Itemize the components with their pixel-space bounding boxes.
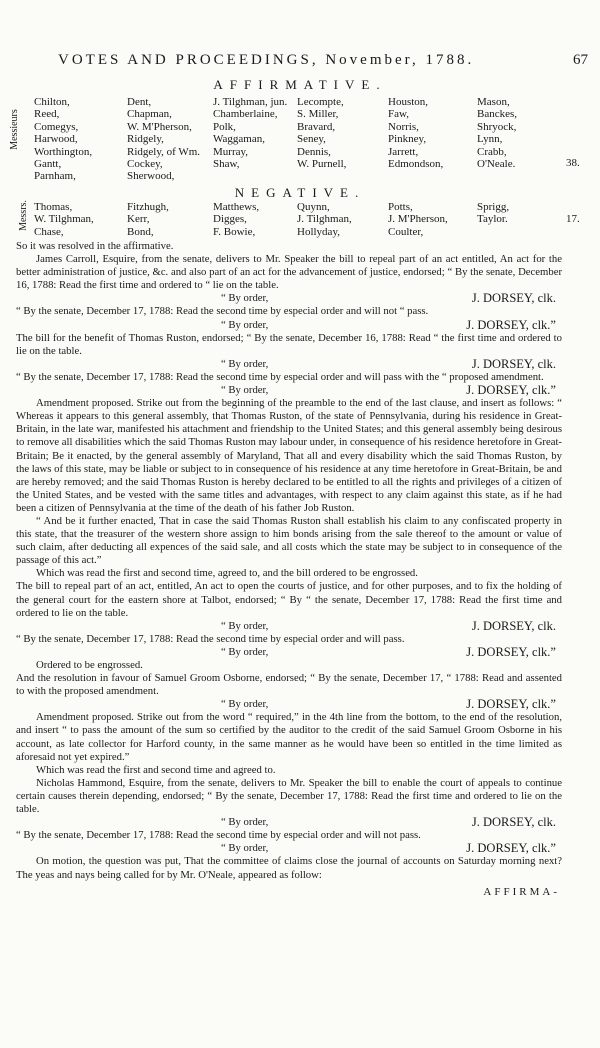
paragraph: Ordered to be engrossed.: [36, 659, 143, 671]
clerk-signature: J. DORSEY, clk.”: [466, 383, 556, 398]
paragraph: Which was read the first and second time and agreed to.: [36, 763, 276, 776]
by-order-text: “ By order,: [221, 318, 269, 331]
paragraph: Nicholas Hammond, Esquire, from the senate, delivers to Mr. Speaker the bill to enable the court of appeals to continue certain causes therein depending, endorsed; “ By the senate, December 17, 1788: Read the first time and ordered to lie on the table.: [16, 776, 562, 816]
member-name: Thomas,: [34, 201, 73, 213]
member-name: S. Miller,: [297, 108, 339, 121]
catchword: AFFIRMA-: [483, 885, 560, 898]
clerk-signature: J. DORSEY, clk.”: [466, 841, 556, 856]
member-name: Bravard,: [297, 120, 336, 133]
member-name: Chapman,: [127, 108, 172, 121]
member-name: Parnham,: [34, 170, 76, 183]
negative-names-list: [34, 201, 569, 238]
affirmative-side-label: Messieurs: [8, 109, 20, 150]
member-name: [213, 170, 297, 182]
paragraph: “ By the senate, December 17, 1788: Read the second time by especial order and will pass.: [16, 632, 405, 645]
member-name: Polk,: [213, 120, 236, 133]
by-order-text: “ By order,: [221, 357, 269, 370]
journal-body: [16, 240, 562, 899]
by-order-text: “ By order,: [221, 292, 269, 305]
member-name: Kerr,: [127, 213, 150, 226]
member-name: Cockey,: [127, 158, 163, 171]
member-name: Jarrett,: [388, 145, 419, 158]
paragraph: “ And be it further enacted, That in case the said Thomas Ruston shall establish his claim to any confiscated property in this state, that the treasurer of the western shore assign to him bonds arising from the sale thereof to the amount or value of such claim, after deducting all expences of the said sale, and all costs which the state may be subject to in consequence of the passage of this act.”: [16, 514, 562, 567]
negative-tally: 17.: [566, 213, 580, 225]
member-name: Banckes,: [477, 108, 518, 121]
paragraph: The bill for the benefit of Thomas Ruston, endorsed; “ By the senate, December 16, 1788: Read “ the first time and ordered to lie on the table.: [16, 331, 562, 357]
member-name: Taylor.: [477, 213, 508, 226]
member-name: Quynn,: [297, 201, 330, 213]
by-order-text: “ By order,: [221, 619, 269, 632]
paragraph: On motion, the question was put, That the committee of claims close the journal of accounts on Saturday morning next? The yeas and nays being called for by Mr. O'Neale, appeared as follow:: [16, 855, 562, 881]
clerk-signature: J. DORSEY, clk.: [471, 291, 556, 306]
clerk-signature: J. DORSEY, clk.”: [466, 644, 556, 659]
member-name: Chilton,: [34, 96, 70, 108]
member-name: Comegys,: [34, 120, 79, 133]
by-order-text: “ By order,: [221, 698, 269, 711]
member-name: Crabb,: [477, 145, 507, 158]
member-name: W. M'Pherson,: [127, 120, 192, 133]
member-name: J. Tilghman,: [297, 213, 352, 226]
member-name: Norris,: [388, 120, 419, 133]
member-name: [477, 226, 569, 238]
member-name: Shryock,: [477, 120, 517, 133]
order-signature-row: [16, 292, 562, 305]
member-name: Chamberlaine,: [213, 108, 278, 121]
clerk-signature: J. DORSEY, clk.”: [466, 317, 556, 332]
member-name: J. M'Pherson,: [388, 213, 448, 226]
member-name: Seney,: [297, 133, 326, 146]
member-name: Harwood,: [34, 133, 78, 146]
page-header: [0, 52, 600, 68]
member-name: Sherwood,: [127, 170, 175, 183]
order-signature-row: [16, 384, 562, 397]
member-name: J. Tilghman, jun.: [213, 96, 288, 108]
resolution-result: So it was resolved in the affirmative.: [16, 240, 174, 252]
order-signature-row: [16, 319, 562, 332]
member-name: Dent,: [127, 96, 152, 108]
running-head: VOTES AND PROCEEDINGS, November, 1788.: [58, 52, 475, 68]
order-signature-row: [16, 816, 562, 829]
member-name: Fitzhugh,: [127, 201, 169, 213]
affirmative-names-list: [34, 96, 569, 183]
member-name: W. Tilghman,: [34, 213, 94, 226]
member-name: Faw,: [388, 108, 409, 121]
member-name: Matthews,: [213, 201, 260, 213]
clerk-signature: J. DORSEY, clk.: [471, 356, 556, 371]
member-name: [388, 170, 477, 182]
order-signature-row: [16, 358, 562, 371]
by-order-text: “ By order,: [221, 384, 269, 397]
member-name: Ridgely,: [127, 133, 164, 146]
member-name: Shaw,: [213, 158, 240, 171]
order-signature-row: [16, 620, 562, 633]
order-signature-row: [16, 698, 562, 711]
member-name: Lynn,: [477, 133, 503, 146]
member-name: Chase,: [34, 225, 64, 238]
paragraph: “ By the senate, December 17, 1788: Read the second time by especial order and will not pass.: [16, 829, 421, 842]
negative-side-label: Messrs.: [17, 200, 29, 231]
member-name: [477, 170, 569, 182]
clerk-signature: J. DORSEY, clk.”: [466, 697, 556, 712]
member-name: Houston,: [388, 96, 429, 108]
member-name: Waggaman,: [213, 133, 265, 146]
member-name: Bond,: [127, 225, 154, 238]
by-order-text: “ By order,: [221, 842, 269, 855]
member-name: Hollyday,: [297, 225, 340, 238]
member-name: Mason,: [477, 96, 510, 108]
paragraph: James Carroll, Esquire, from the senate, delivers to Mr. Speaker the bill to repeal part of an act entitled, An act for the better administration of justice, &c. and also part of an act for the advancement of justice, endorsed; “ By the senate, December 16, 1788: Read the first time and ordered to “ lie on the table.: [16, 253, 562, 292]
affirmative-heading: AFFIRMATIVE.: [213, 77, 387, 92]
member-name: Digges,: [213, 213, 247, 226]
by-order-text: “ By order,: [221, 645, 269, 658]
member-name: [297, 170, 388, 182]
member-name: Worthington,: [34, 145, 93, 158]
member-name: F. Bowie,: [213, 225, 256, 238]
member-name: Lecompte,: [297, 96, 344, 108]
page-number: 67: [573, 52, 588, 68]
member-name: Sprigg,: [477, 201, 510, 213]
paragraph: The bill to repeal part of an act, entitled, An act to open the courts of justice, and for other purposes, and to fix the holding of the general court for the eastern shore at Talbot, endorsed; “ By “ the senate, December 17, 1788: Read the first time and ordered to lie on the table.: [16, 580, 562, 619]
paragraph: Amendment proposed. Strike out from the word “ required,” in the 4th line from the bottom, to the end of the resolution, and insert “ to pass the amount of the sum so certified by the auditor to the credit of the said Samuel Groom Osborne in his account, as late collector for Harford county, in the same manner as he would have been so entitled in the time limited as aforesaid not yet expired.”: [16, 711, 562, 763]
affirmative-tally: 38.: [566, 157, 580, 169]
negative-heading: NEGATIVE.: [234, 185, 366, 200]
member-name: Edmondson,: [388, 158, 444, 171]
order-signature-row: [16, 842, 562, 855]
member-name: O'Neale.: [477, 158, 516, 171]
member-name: Ridgely, of Wm.: [127, 145, 201, 158]
paragraph: “ By the senate, December 17, 1788: Read the second time by especial order and will pass with the “ proposed amendment.: [16, 370, 544, 383]
paragraph: Which was read the first and second time, agreed to, and the bill ordered to be engrossed.: [36, 567, 418, 580]
member-name: Reed,: [34, 108, 60, 121]
member-name: Gantt,: [34, 158, 62, 171]
paragraph: “ By the senate, December 17, 1788: Read the second time by especial order and will not “ pass.: [16, 305, 429, 318]
member-name: Coulter,: [388, 225, 424, 238]
clerk-signature: J. DORSEY, clk.: [471, 815, 556, 830]
paragraph: Amendment proposed. Strike out from the beginning of the preamble to the end of the last clause, and insert as follows: “ Whereas it appears to this general assembly, that Thomas Ruston, of the state of Pennsylvania, during his residence in Great-Britain, in the late war, manifested his attachment and friendship to the United States; and this general assembly being desirous to remove all disabilities which the said Thomas Ruston may labour under, in consequence of his residence heretofore in Great-Britain; Be it enacted, by the general assembly of Maryland, That all and every disability which the said Thomas Ruston, by the laws of this state, may be liable or subject to in consequence of his residence at any time heretofore in Great-Britain, be and are hereby removed; and the said Thomas Ruston is hereby declared to be entitled to all the rights and privileges of a citizen of the United States, and be vested with the same titles and advantages, with respect to any claim against this state, as if he had been a citizen of Pennsylvania at the time of the death of his father Job Ruston.: [16, 397, 562, 514]
clerk-signature: J. DORSEY, clk.: [471, 618, 556, 633]
member-name: W. Purnell,: [297, 158, 347, 171]
member-name: Pinkney,: [388, 133, 427, 146]
paragraph: And the resolution in favour of Samuel Groom Osborne, endorsed; “ By the senate, December 17, “ 1788: Read and assented to with the proposed amendment.: [16, 672, 562, 698]
by-order-text: “ By order,: [221, 816, 269, 829]
order-signature-row: [16, 646, 562, 659]
member-name: Dennis,: [297, 145, 331, 158]
member-name: Murray,: [213, 145, 249, 158]
member-name: Potts,: [388, 201, 413, 213]
